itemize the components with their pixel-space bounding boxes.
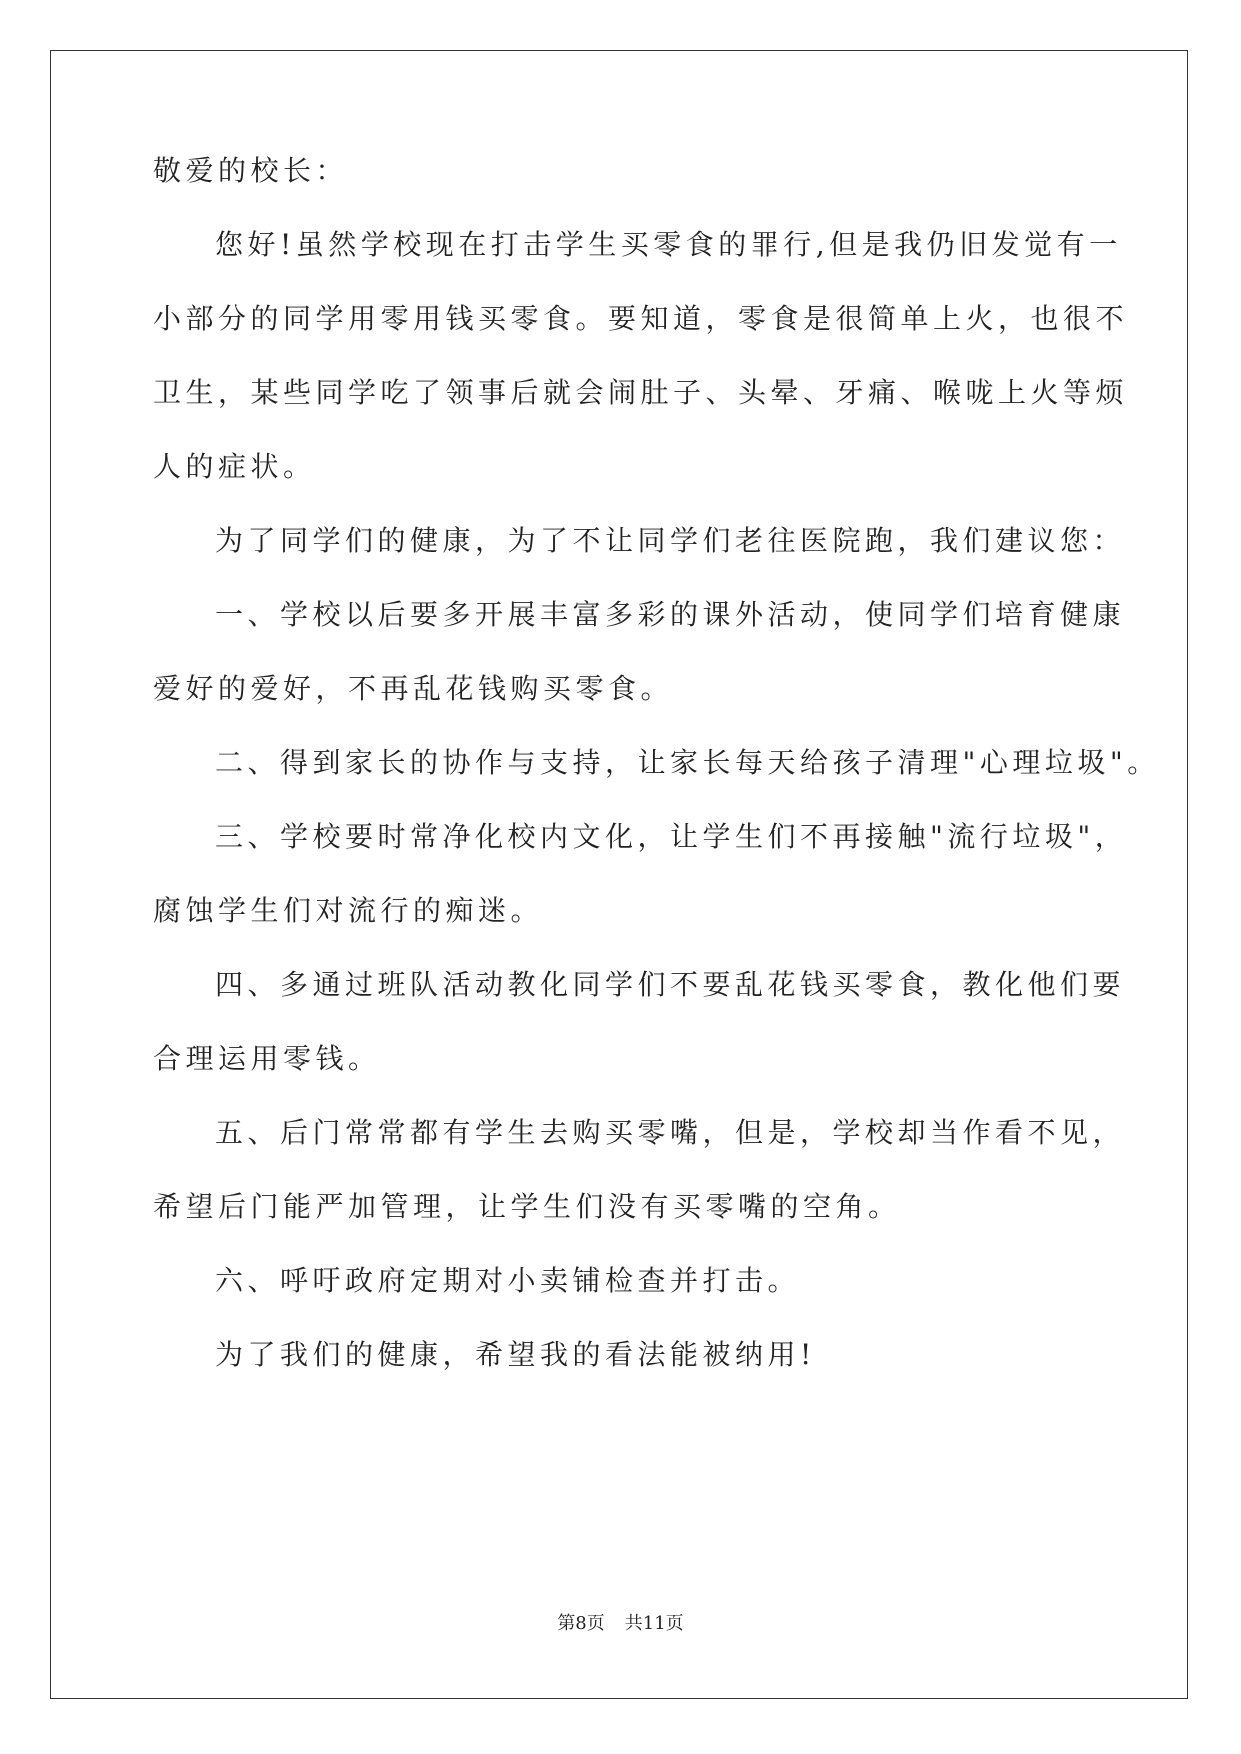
paragraph-line: 腐蚀学生们对流行的痴迷。 [153,894,544,927]
paragraph-line: 一、学校以后要多开展丰富多彩的课外活动，使同学们培育健康 [215,598,1126,631]
paragraph-line: 人的症状。 [153,450,316,483]
page-border [50,50,1188,1699]
paragraph-line: 合理运用零钱。 [153,1042,381,1075]
paragraph-line: 为了同学们的健康，为了不让同学们老往医院跑，我们建议您： [215,524,1126,557]
page-footer [0,1615,1241,1633]
paragraph-line: 三、学校要时常净化校内文化，让学生们不再接触"流行垃圾"， [215,820,1128,853]
paragraph-line: 小部分的同学用零用钱买零食。要知道，零食是很简单上火，也很不 [153,302,1129,335]
salutation: 敬爱的校长： [153,154,349,187]
paragraph-line: 五、后门常常都有学生去购买零嘴，但是，学校却当作看不见， [215,1116,1126,1149]
paragraph-line: 爱好的爱好，不再乱花钱购买零食。 [153,672,674,705]
paragraph-line: 六、呼吁政府定期对小卖铺检查并打击。 [215,1264,801,1297]
page-total: 共11页 [624,1613,684,1634]
paragraph-line: 四、多通过班队活动教化同学们不要乱花钱买零食，教化他们要 [215,968,1126,1001]
paragraph-line: 您好!虽然学校现在打击学生买零食的罪行,但是我仍旧发觉有一 [215,228,1122,261]
paragraph-line: 希望后门能严加管理，让学生们没有买零嘴的空角。 [153,1190,901,1223]
paragraph-line: 卫生，某些同学吃了领事后就会闹肚子、头晕、牙痛、喉咙上火等烦 [153,376,1129,409]
paragraph-line: 二、得到家长的协作与支持，让家长每天给孩子清理"心理垃圾"。 [215,746,1160,779]
paragraph-line: 为了我们的健康，希望我的看法能被纳用! [215,1338,816,1371]
page-number: 第8页 [557,1613,605,1634]
